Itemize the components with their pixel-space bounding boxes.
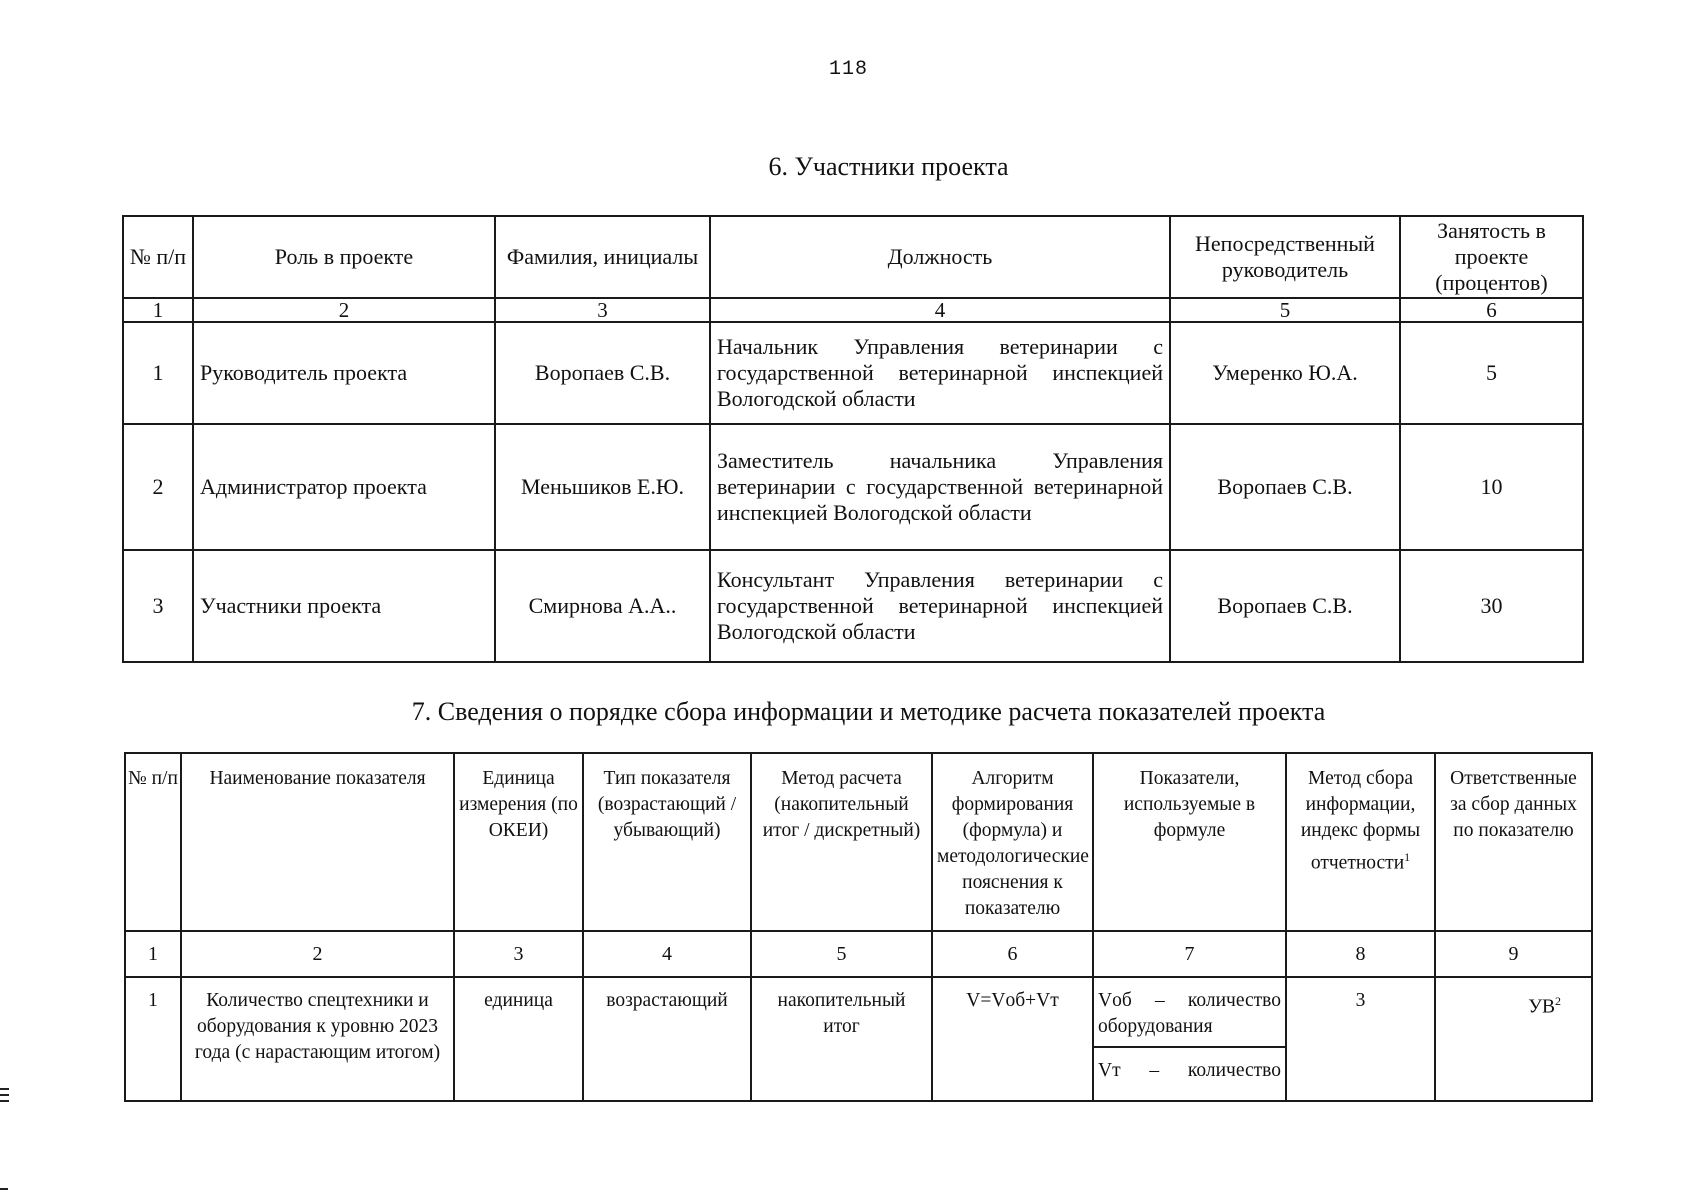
supervisor-cell: Воропаев С.В.	[1170, 550, 1400, 662]
header-supervisor: Непосредственный руководитель	[1170, 216, 1400, 298]
unit-cell: единица	[454, 977, 583, 1101]
column-number: 1	[125, 931, 181, 977]
employment-cell: 30	[1400, 550, 1583, 662]
formula-cell: V=Vоб+Vт	[932, 977, 1093, 1101]
role-cell: Руководитель проекта	[193, 322, 495, 424]
header-calc-method: Метод расчета (накопительный итог / дискретный)	[751, 753, 932, 931]
header-employment: Занятость в проекте (процентов)	[1400, 216, 1583, 298]
responsible-label: УВ	[1528, 996, 1555, 1018]
calc-method-cell: накопительный итог	[751, 977, 932, 1101]
header-indicator-name: Наименование показателя	[181, 753, 454, 931]
header-num: № п/п	[125, 753, 181, 931]
header-unit: Единица измерения (по ОКЕИ)	[454, 753, 583, 931]
role-cell: Участники проекта	[193, 550, 495, 662]
variable-description: Vт – количество	[1098, 1060, 1281, 1081]
header-role: Роль в проекте	[193, 216, 495, 298]
row-number: 2	[123, 424, 193, 550]
name-cell: Смирнова А.А..	[495, 550, 710, 662]
column-number: 4	[583, 931, 751, 977]
header-responsible: Ответственные за сбор данных по показателю	[1435, 753, 1592, 931]
column-number: 2	[181, 931, 454, 977]
responsible-cell	[1435, 977, 1592, 1101]
collection-method-cell: 3	[1286, 977, 1435, 1101]
column-number: 3	[495, 298, 710, 322]
supervisor-cell: Воропаев С.В.	[1170, 424, 1400, 550]
row-number: 3	[123, 550, 193, 662]
column-number: 5	[1170, 298, 1400, 322]
column-number: 7	[1093, 931, 1286, 977]
section-6-title: 6. Участники проекта	[768, 152, 1009, 181]
header-position: Должность	[710, 216, 1170, 298]
column-number: 9	[1435, 931, 1592, 977]
footnote-mark: 2	[1555, 994, 1561, 1008]
position-cell: Заместитель начальника Управления ветеринарии с государственной ветеринарной инспекцией Вологодской области	[710, 424, 1170, 550]
header-row	[125, 753, 1592, 931]
employment-cell: 5	[1400, 322, 1583, 424]
scan-edge-mark	[0, 1088, 9, 1090]
position-cell: Начальник Управления ветеринарии с государственной ветеринарной инспекцией Вологодской области	[710, 322, 1170, 424]
table-row	[123, 322, 1583, 424]
column-number: 8	[1286, 931, 1435, 977]
indicators-table	[124, 752, 1593, 1102]
column-number-row	[123, 298, 1583, 322]
header-row	[123, 216, 1583, 298]
header-variables: Показатели, используемые в формуле	[1093, 753, 1286, 931]
table-row	[123, 424, 1583, 550]
column-number: 1	[123, 298, 193, 322]
row-number: 1	[125, 977, 181, 1101]
footnote-mark: 1	[1404, 850, 1411, 864]
role-cell: Администратор проекта	[193, 424, 495, 550]
table-row	[123, 550, 1583, 662]
supervisor-cell: Умеренко Ю.А.	[1170, 322, 1400, 424]
scan-edge-mark	[0, 1100, 9, 1102]
column-number: 6	[1400, 298, 1583, 322]
column-number: 5	[751, 931, 932, 977]
position-cell: Консультант Управления ветеринарии с государственной ветеринарной инспекцией Вологодской области	[710, 550, 1170, 662]
column-number: 6	[932, 931, 1093, 977]
participants-table	[122, 215, 1584, 663]
scan-edge-mark	[0, 1188, 8, 1190]
type-cell: возрастающий	[583, 977, 751, 1101]
header-collection-method-label: Метод сбора информации, индекс формы отчетности	[1300, 768, 1421, 874]
indicator-name-cell: Количество спецтехники и оборудования к уровню 2023 года (с нарастающим итогом)	[181, 977, 454, 1101]
table-row	[125, 977, 1592, 1101]
name-cell: Меньшиков Е.Ю.	[495, 424, 710, 550]
header-num: № п/п	[123, 216, 193, 298]
header-name: Фамилия, инициалы	[495, 216, 710, 298]
name-cell: Воропаев С.В.	[495, 322, 710, 424]
header-algorithm: Алгоритм формирования (формула) и методологические пояснения к показателю	[932, 753, 1093, 931]
column-number-row	[125, 931, 1592, 977]
row-number: 1	[123, 322, 193, 424]
column-number: 2	[193, 298, 495, 322]
variables-cell	[1093, 977, 1286, 1101]
header-collection-method	[1286, 753, 1435, 931]
header-type: Тип показателя (возрастающий / убывающий)	[583, 753, 751, 931]
employment-cell: 10	[1400, 424, 1583, 550]
column-number: 3	[454, 931, 583, 977]
page-number: 118	[828, 58, 868, 81]
column-number: 4	[710, 298, 1170, 322]
section-7-title: 7. Сведения о порядке сбора информации и методике расчета показателей проекта	[411, 697, 1326, 726]
scan-edge-mark	[0, 1094, 9, 1096]
variable-description: Vоб – количество оборудования	[1094, 978, 1285, 1048]
